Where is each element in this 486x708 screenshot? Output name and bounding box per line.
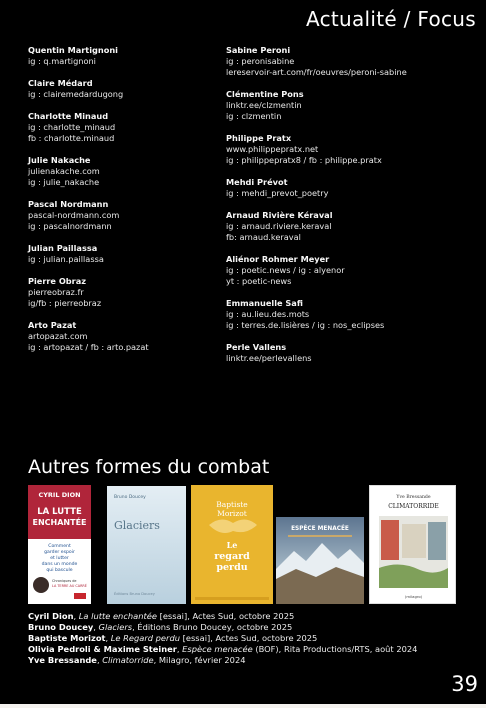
cover-art xyxy=(276,517,364,604)
contributor-entry xyxy=(226,45,476,78)
contributor-entry xyxy=(226,254,476,287)
contributor-link: pierreobraz.fr xyxy=(28,287,84,297)
contributor-link: ig : arnaud.riviere.keraval xyxy=(226,221,332,231)
contributor-link: lereservoir-art.com/fr/oeuvres/peroni-sabine xyxy=(226,67,407,77)
contributor-entry xyxy=(28,155,218,188)
cover-tag: LA TERRE AU CARRÉ xyxy=(52,584,87,588)
contributor-name: Julie Nakache xyxy=(28,155,91,165)
credit-line: Bruno Doucey, Glaciers, Éditions Bruno Doucey, octobre 2025 xyxy=(28,622,293,632)
contributor-name: Sabine Peroni xyxy=(226,45,291,55)
cover-art xyxy=(107,486,186,604)
cover-title: CLIMATORRIDE xyxy=(388,503,439,510)
contributor-entry xyxy=(28,243,218,265)
cover-subtitle: garder espoir xyxy=(44,550,75,555)
contributor-link: ig : clairemedardugong xyxy=(28,89,124,99)
contributor-entry xyxy=(28,199,218,232)
cover-la-lutte-enchantee xyxy=(28,485,91,604)
contributors-right-column xyxy=(226,45,476,375)
contributor-entry xyxy=(28,276,218,309)
contributor-name: Mehdi Prévot xyxy=(226,177,288,187)
contributor-link: fb : charlotte.minaud xyxy=(28,133,115,143)
contributor-link: yt : poetic-news xyxy=(226,276,292,286)
page-header-title: Actualité / Focus xyxy=(305,7,476,31)
contributors-left-column xyxy=(28,45,218,364)
contributor-name: Philippe Pratx xyxy=(226,133,292,143)
contributor-name: Julian Paillassa xyxy=(28,243,98,253)
contributor-name: Pascal Nordmann xyxy=(28,199,109,209)
credit-work: Glaciers xyxy=(98,622,133,632)
credit-work: Le Regard perdu xyxy=(110,633,180,643)
contributor-link: ig : au.lieu.des.mots xyxy=(226,309,310,319)
credit-line: Olivia Pedroli & Maxime Steiner, Espèce menacée (BOF), Rita Productions/RTS, août 2024 xyxy=(28,644,418,654)
contributor-name: Charlotte Minaud xyxy=(28,111,109,121)
contributor-link: linktr.ee/perlevallens xyxy=(226,353,312,363)
credit-work: La lutte enchantée xyxy=(78,611,157,621)
contributor-name: Clémentine Pons xyxy=(226,89,304,99)
contributor-link: julienakache.com xyxy=(28,166,100,176)
contributor-entry xyxy=(28,111,218,144)
cover-author: Morizot xyxy=(217,509,247,518)
credit-details: (BOF), Rita Productions/RTS, août 2024 xyxy=(252,644,418,654)
credit-details: [essai], Actes Sud, octobre 2025 xyxy=(156,611,295,621)
cover-glaciers xyxy=(107,486,186,604)
contributor-name: Arto Pazat xyxy=(28,320,77,330)
cover-title-line: regard xyxy=(214,551,250,562)
contributor-link: ig : julie_nakache xyxy=(28,177,100,187)
cover-tag: Chroniques de xyxy=(52,579,77,583)
contributor-entry xyxy=(226,342,476,364)
contributor-link: ig : clzmentin xyxy=(226,111,282,121)
cover-subtitle: dans un monde xyxy=(41,562,78,567)
cover-publisher: Éditions Bruno Doucey xyxy=(114,592,155,596)
contributor-link: www.philippepratx.net xyxy=(226,144,319,154)
contributor-entry xyxy=(28,45,218,67)
credit-name: Baptiste Morizot xyxy=(28,633,106,643)
cover-le-regard-perdu xyxy=(191,485,273,604)
cover-title: ESPÈCE MENACÉE xyxy=(291,526,349,532)
cover-espece-menacee xyxy=(276,517,364,604)
contributor-link: ig : julian.paillassa xyxy=(28,254,104,264)
contributor-link: ig/fb : pierreobraz xyxy=(28,298,102,308)
credits-list xyxy=(28,611,468,666)
contributor-entry xyxy=(226,298,476,331)
cover-subtitle: Comment xyxy=(48,544,71,549)
contributor-name: Pierre Obraz xyxy=(28,276,86,286)
credit-work: Climatorride xyxy=(102,655,154,665)
contributor-link: ig : poetic.news / ig : alyenor xyxy=(226,265,345,275)
credit-line: Cyril Dion, La lutte enchantée [essai], Actes Sud, octobre 2025 xyxy=(28,611,295,621)
contributor-entry xyxy=(226,210,476,243)
contributor-name: Perle Vallens xyxy=(226,342,287,352)
section-title: Autres formes du combat xyxy=(28,456,270,478)
cover-title: Glaciers xyxy=(114,519,160,532)
contributor-link: ig : q.martignoni xyxy=(28,56,96,66)
contributor-link: ig : philippepratx8 / fb : philippe.pratx xyxy=(226,155,382,165)
contributor-link: pascal-nordmann.com xyxy=(28,210,120,220)
cover-subtitle: et lutter xyxy=(50,556,69,561)
cover-title-line: ENCHANTÉE xyxy=(32,518,87,527)
contributor-name: Arnaud Rivière Kéraval xyxy=(226,210,333,220)
cover-subtitle: qui bascule xyxy=(46,568,73,573)
contributor-name: Quentin Martignoni xyxy=(28,45,118,55)
contributor-link: artopazat.com xyxy=(28,331,88,341)
contributor-name: Claire Médard xyxy=(28,78,93,88)
credit-name: Bruno Doucey xyxy=(28,622,94,632)
cover-author: Bruno Doucey xyxy=(114,495,146,500)
credit-name: Yve Bressande xyxy=(28,655,97,665)
credit-details: , Milagro, février 2024 xyxy=(153,655,246,665)
contributor-entry xyxy=(226,89,476,122)
contributor-link: ig : artopazat / fb : arto.pazat xyxy=(28,342,149,352)
credit-name: Olivia Pedroli & Maxime Steiner xyxy=(28,644,177,654)
cover-author: Baptiste xyxy=(216,500,248,509)
credit-details: [essai], Actes Sud, octobre 2025 xyxy=(179,633,318,643)
cover-title-line: perdu xyxy=(216,562,248,573)
contributor-link: ig : peronisabine xyxy=(226,56,295,66)
cover-climatorride xyxy=(369,485,456,604)
credit-name: Cyril Dion xyxy=(28,611,74,621)
credit-details: , Éditions Bruno Doucey, octobre 2025 xyxy=(132,622,293,632)
contributor-entry xyxy=(28,320,218,353)
page-edge xyxy=(0,704,486,708)
contributor-link: ig : charlotte_minaud xyxy=(28,122,116,132)
contributor-name: Aliénor Rohmer Meyer xyxy=(226,254,330,264)
contributor-link: ig : terres.de.lisières / ig : nos_eclipses xyxy=(226,320,385,330)
cover-art xyxy=(28,485,91,604)
page-number: 39 xyxy=(451,672,478,696)
credit-line: Baptiste Morizot, Le Regard perdu [essai], Actes Sud, octobre 2025 xyxy=(28,633,318,643)
credit-line: Yve Bressande, Climatorride, Milagro, février 2024 xyxy=(28,655,246,665)
contributor-entry xyxy=(226,177,476,199)
cover-art xyxy=(370,486,456,604)
contributor-link: ig : mehdi_prevot_poetry xyxy=(226,188,329,198)
cover-title-line: Le xyxy=(226,540,238,550)
cover-author: Yve Bressande xyxy=(396,495,431,500)
contributor-link: ig : pascalnordmann xyxy=(28,221,112,231)
contributor-link: fb: arnaud.keraval xyxy=(226,232,301,242)
contributor-entry xyxy=(226,133,476,166)
cover-art xyxy=(191,485,273,604)
credit-work: Espèce menacée xyxy=(182,644,253,654)
contributor-link: linktr.ee/clzmentin xyxy=(226,100,302,110)
contributor-name: Emmanuelle Safi xyxy=(226,298,303,308)
cover-title-line: LA LUTTE xyxy=(37,507,82,517)
cover-publisher: (milagro) xyxy=(404,594,423,599)
cover-author: CYRIL DION xyxy=(38,491,81,499)
contributor-entry xyxy=(28,78,218,100)
